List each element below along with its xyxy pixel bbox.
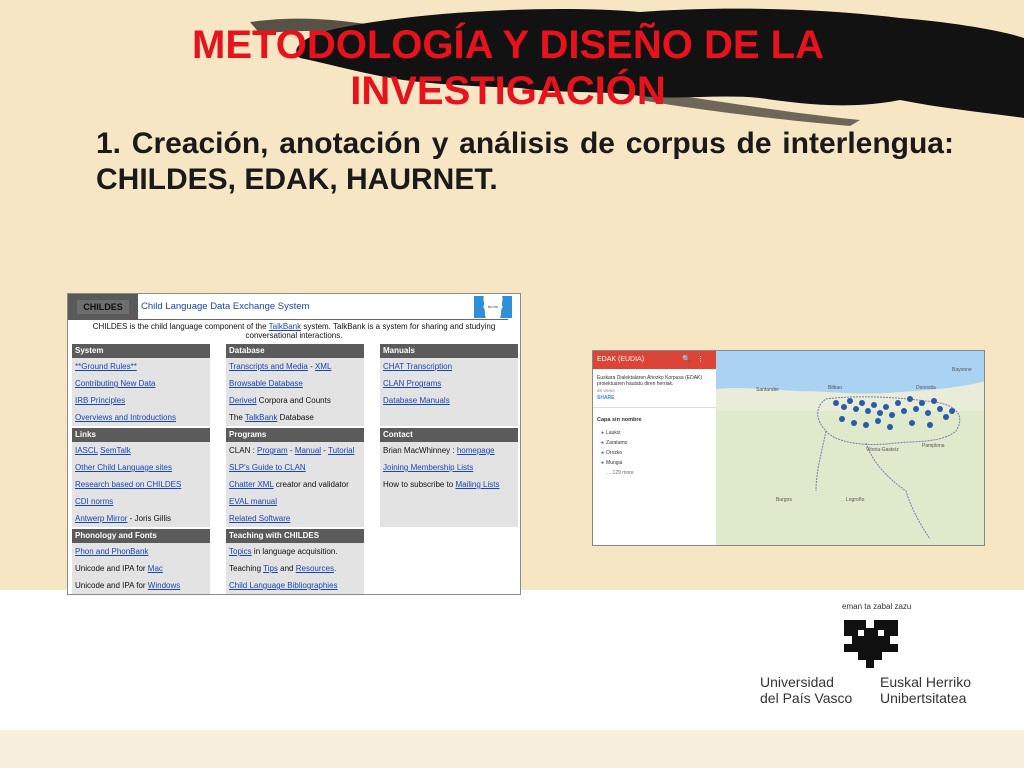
childes-text: - <box>307 362 315 371</box>
section-spacer <box>380 527 518 529</box>
childes-list-item <box>72 459 210 476</box>
childes-link[interactable]: Transcripts and Media <box>229 362 308 371</box>
childes-column-2 <box>226 344 364 595</box>
childes-logo <box>68 294 138 320</box>
desc-post: system. TalkBank is a system for sharing and studying conversational interactions. <box>245 322 496 340</box>
faces-icon <box>474 296 512 318</box>
childes-link[interactable]: EVAL manual <box>229 497 278 506</box>
university-name-eu <box>880 674 971 706</box>
edak-layer-name: Capa sin nombre <box>597 417 642 423</box>
section-spacer <box>72 594 210 595</box>
edak-place-item[interactable] <box>593 448 716 458</box>
childes-column-1 <box>72 344 210 595</box>
childes-link[interactable]: Windows <box>147 581 181 590</box>
childes-list-item <box>72 442 210 459</box>
childes-list-item <box>72 409 210 426</box>
university-motto: eman ta zabal zazu <box>842 602 912 611</box>
childes-list-item <box>226 577 364 594</box>
childes-text: CLAN : <box>229 446 258 455</box>
childes-link[interactable]: Chatter XML <box>229 480 274 489</box>
edak-place-list <box>593 428 716 468</box>
name-eu-line2: Unibertsitatea <box>880 690 967 706</box>
childes-section-heading: Links <box>72 428 210 442</box>
childes-list-item <box>226 476 364 493</box>
map-city-label: Vitoria-Gasteiz <box>866 447 899 453</box>
edak-views: 56 views <box>597 388 615 393</box>
childes-section-heading: Database <box>226 344 364 358</box>
childes-link[interactable]: Antwerp Mirror <box>75 514 128 523</box>
desc-pre: CHILDES is the child language component of the <box>92 322 269 331</box>
map-city-label: Bilbao <box>828 385 842 391</box>
childes-list-item <box>72 476 210 493</box>
childes-list-item <box>72 375 210 392</box>
edak-place-name: Mungia <box>606 460 623 466</box>
map-city-label: Bayonne <box>952 367 972 373</box>
childes-link[interactable]: Resources <box>295 564 334 573</box>
childes-text: and <box>277 564 296 573</box>
childes-link[interactable]: Research based on CHILDES <box>75 480 182 489</box>
childes-link[interactable]: IASCL <box>75 446 98 455</box>
childes-list-item <box>380 409 518 426</box>
map-pin-icon: ● <box>601 450 605 456</box>
childes-list-item <box>226 358 364 375</box>
childes-description <box>68 320 520 342</box>
talkbank-link[interactable]: TalkBank <box>268 322 302 331</box>
childes-text: Unicode and IPA for <box>75 581 148 590</box>
childes-link[interactable]: Tips <box>263 564 278 573</box>
childes-list-item <box>226 375 364 392</box>
faces-label: bo bo <box>488 304 499 309</box>
childes-list-item <box>226 459 364 476</box>
childes-list-item <box>226 493 364 510</box>
childes-list-item <box>72 577 210 594</box>
university-logo <box>756 602 986 712</box>
childes-link[interactable]: IRB Principles <box>75 396 126 405</box>
childes-link[interactable]: Other Child Language sites <box>75 463 172 472</box>
edak-map-screenshot <box>592 350 985 546</box>
childes-section-heading: Phonology and Fonts <box>72 529 210 543</box>
name-es-line1: Universidad <box>760 674 834 690</box>
childes-list-item <box>226 510 364 527</box>
edak-place-item[interactable] <box>593 438 716 448</box>
map-city-label: Donostia <box>916 385 936 391</box>
childes-section-heading: Teaching with CHILDES <box>226 529 364 543</box>
name-es-line2: del País Vasco <box>760 690 853 706</box>
childes-list-item <box>72 493 210 510</box>
childes-list-item <box>380 459 518 476</box>
childes-link[interactable]: Phon and PhonBank <box>75 547 149 556</box>
childes-section-heading: Programs <box>226 428 364 442</box>
name-eu-line1: Euskal Herriko <box>880 674 972 690</box>
university-name-es <box>760 674 852 706</box>
childes-link[interactable]: CHAT Transcription <box>383 362 453 371</box>
edak-title-bar <box>593 351 716 369</box>
search-and-menu-icons[interactable]: 🔍⋮ <box>682 356 710 363</box>
childes-link[interactable]: SemTalk <box>100 446 131 455</box>
childes-list-item <box>380 392 518 409</box>
university-emblem-icon <box>836 612 908 674</box>
childes-list-item <box>380 476 518 493</box>
childes-list-item <box>380 375 518 392</box>
edak-share-button[interactable]: SHARE <box>593 394 716 408</box>
childes-section-heading: Manuals <box>380 344 518 358</box>
childes-link[interactable]: Tutorial <box>328 446 355 455</box>
map-pin-icon: ● <box>601 440 605 446</box>
edak-place-name: Laukiz <box>606 430 621 436</box>
slide-title: METODOLOGÍA Y DISEÑO DE LA INVESTIGACIÓN <box>192 23 824 113</box>
childes-list-item <box>226 560 364 577</box>
section-spacer <box>226 594 364 595</box>
childes-link[interactable]: Program <box>257 446 288 455</box>
childes-section-heading: System <box>72 344 210 358</box>
childes-link[interactable]: Child Language Bibliographies <box>229 581 338 590</box>
childes-link[interactable]: Related Software <box>229 514 291 523</box>
edak-place-name: Zaratamo <box>606 440 628 446</box>
map-city-label: Logroño <box>846 497 865 503</box>
childes-link[interactable]: Overviews and Introductions <box>75 413 176 422</box>
edak-map-view[interactable] <box>716 351 985 545</box>
childes-text: Corpora and Counts <box>256 396 331 405</box>
childes-text: . <box>333 564 337 573</box>
childes-text: Unicode and IPA for <box>75 564 148 573</box>
childes-screenshot <box>67 293 521 595</box>
childes-text: How to subscribe to <box>383 480 456 489</box>
childes-header <box>68 294 520 320</box>
childes-link[interactable]: Derived <box>229 396 257 405</box>
childes-link[interactable]: Manual <box>294 446 322 455</box>
map-city-label: Burgos <box>776 497 792 503</box>
childes-list-item <box>226 392 364 409</box>
childes-list-item <box>72 560 210 577</box>
edak-place-name: Orozko <box>606 450 623 456</box>
childes-system-title[interactable]: Child Language Data Exchange System <box>138 294 508 320</box>
childes-list-item <box>72 510 210 527</box>
childes-list-item <box>72 392 210 409</box>
childes-logo-text: CHILDES <box>77 300 129 314</box>
edak-place-item[interactable] <box>593 458 716 468</box>
childes-list-item <box>380 442 518 459</box>
childes-list-item <box>380 358 518 375</box>
childes-section-heading: Contact <box>380 428 518 442</box>
edak-title: EDAK (EUDIA) <box>597 356 645 363</box>
childes-list-item <box>72 358 210 375</box>
childes-text: - <box>287 446 295 455</box>
childes-list-item <box>226 543 364 560</box>
map-pin-icon: ● <box>601 430 605 436</box>
childes-link[interactable]: XML <box>314 362 332 371</box>
childes-text: Brian MacWhinney : <box>383 446 457 455</box>
childes-text: in language acquisition. <box>251 547 338 556</box>
childes-link[interactable]: homepage <box>456 446 495 455</box>
childes-list-item <box>380 493 518 510</box>
childes-link[interactable]: TalkBank <box>244 413 278 422</box>
childes-link[interactable]: Database Manuals <box>383 396 450 405</box>
map-city-label: Santander <box>756 387 780 393</box>
childes-text: creator and validator <box>273 480 349 489</box>
edak-place-item[interactable] <box>593 428 716 438</box>
childes-list-item <box>226 442 364 459</box>
childes-list-item <box>380 510 518 527</box>
childes-list-item <box>72 543 210 560</box>
childes-link[interactable]: Mac <box>147 564 163 573</box>
childes-link[interactable]: **Ground Rules** <box>75 362 137 371</box>
edak-more-link[interactable]: ... 129 more <box>607 470 634 476</box>
slide-bottom-strip <box>0 730 1024 768</box>
childes-text: Teaching <box>229 564 264 573</box>
childes-link[interactable]: Topics <box>229 547 252 556</box>
childes-text: The <box>229 413 245 422</box>
childes-link[interactable]: Browsable Database <box>229 379 303 388</box>
childes-text: - <box>321 446 329 455</box>
map-pin-icon: ● <box>601 460 605 466</box>
childes-list-item <box>226 409 364 426</box>
childes-text: Database <box>277 413 314 422</box>
slide-subtitle: 1. Creación, anotación y análisis de corpus de interlengua: CHILDES, EDAK, HAURNET. <box>96 127 954 196</box>
childes-link[interactable]: CDI norms <box>75 497 114 506</box>
childes-text: - Joris Gillis <box>127 514 172 523</box>
map-city-label: Pamplona <box>922 443 945 449</box>
childes-link[interactable]: Joining Membership Lists <box>383 463 474 472</box>
childes-link[interactable]: Mailing Lists <box>455 480 500 489</box>
childes-link[interactable]: SLP's Guide to CLAN <box>229 463 306 472</box>
childes-link[interactable]: Contributing New Data <box>75 379 156 388</box>
childes-link[interactable]: CLAN Programs <box>383 379 442 388</box>
edak-description: Euskara Dialektalaren Ahozko Korpusa (EDAK) proiektuaren hautatu diren herriak. <box>597 375 703 387</box>
edak-side-panel <box>593 351 716 545</box>
childes-column-3 <box>380 344 518 529</box>
